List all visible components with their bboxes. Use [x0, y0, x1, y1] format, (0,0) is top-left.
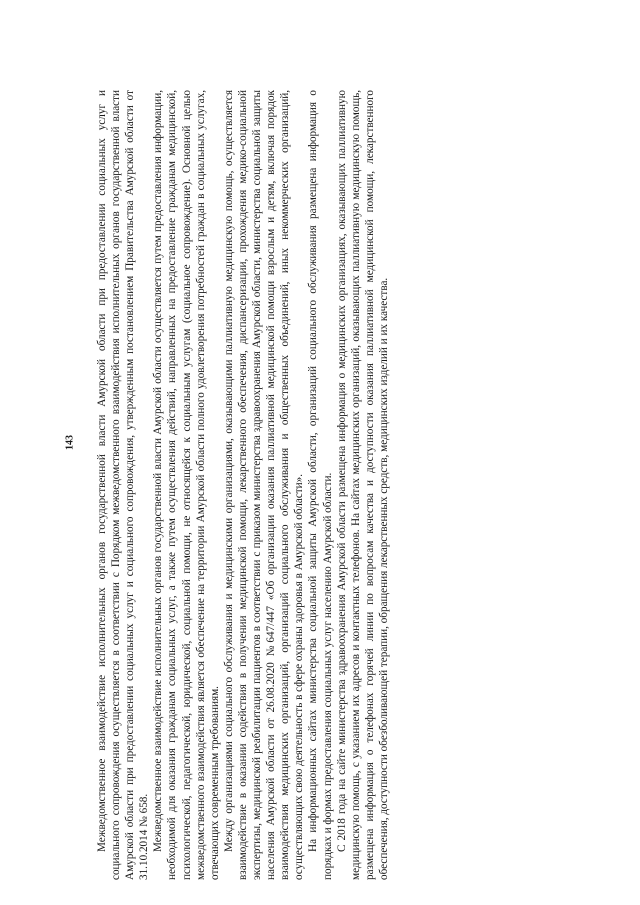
- page-number: 143: [64, 435, 76, 450]
- paragraph-interagency-interaction: Межведомственное взаимодействие исполнительных органов государственной власти Амурской области при предоставлении социальных услуг и социального сопровождения осуществляется в соответствии с Порядком межведомственного взаимодействия исполнительных органов государственной власти Амурской области при предоставлении социальных услуг и социального сопровождения, утвержденным постановлением Правительства Амурской области от 31.10.2014 № 658.: [96, 90, 151, 880]
- paragraph-palliative-care-cooperation: Между организациями социального обслуживания и медицинскими организациями, оказывающими паллиативную медицинскую помощь, осуществляется взаимодействие в оказании содействия в получении медицинской помощи, лекарственного обеспечения, диспансеризации, прохождения медико-социальной экспертизы, медицинской реабилитации пациентов в соответствии с приказом министерства здравоохранения Амурской области, министерства социальной защиты населения Амурской области от 26.08.2020 №647/447 «Об организации оказания паллиативной медицинской помощи взрослым и детям, включая порядок взаимодействия медицинских организаций, организаций социального обслуживания и общественных объединений, иных некоммерческих организаций, осуществляющих свою деятельность в сфере охраны здоровья в Амурской области».: [222, 90, 306, 880]
- paragraph-health-ministry-site: С 2018 года на сайте министерства здравоохранения Амурской области размещена информация о медицинских организациях, оказывающих паллиативную медицинскую помощь, с указанием их адресов и контактных телефонов. На сайтах медицинских организаций, оказывающих паллиативную медицинскую помощь, размещена информация о телефонах горячей линии по вопросам качества и доступности оказания паллиативной медицинской помощи, лекарственного обеспечения, доступности обезболивающей терапии, обращения лекарственных средств, медицинских изделий и их качества.: [335, 90, 390, 880]
- paragraph-interaction-purpose: Межведомственное взаимодействие исполнительных органов государственной власти Амурской области осуществляется путем предоставления информации, необходимой для оказания гражданам социальных услуг, а также путем осуществления действий, направленных на предоставление гражданам медицинской, психологической, педагогической, юридической, социальной помощи, не относящейся к социальным услугам (социальное сопровождение). Основной целью межведомственного взаимодействия является обеспечение на территории Амурской области полного удовлетворения потребностей граждан в социальных услугах, отвечающих современным требованиям.: [152, 90, 221, 880]
- paragraph-information-sites: На информационных сайтах министерства социальной защиты Амурской области, организаций социального обслуживания размещена информация о порядках и формах предоставления социальных услуг населению Амурской области.: [307, 90, 334, 880]
- document-body: [95, 90, 535, 880]
